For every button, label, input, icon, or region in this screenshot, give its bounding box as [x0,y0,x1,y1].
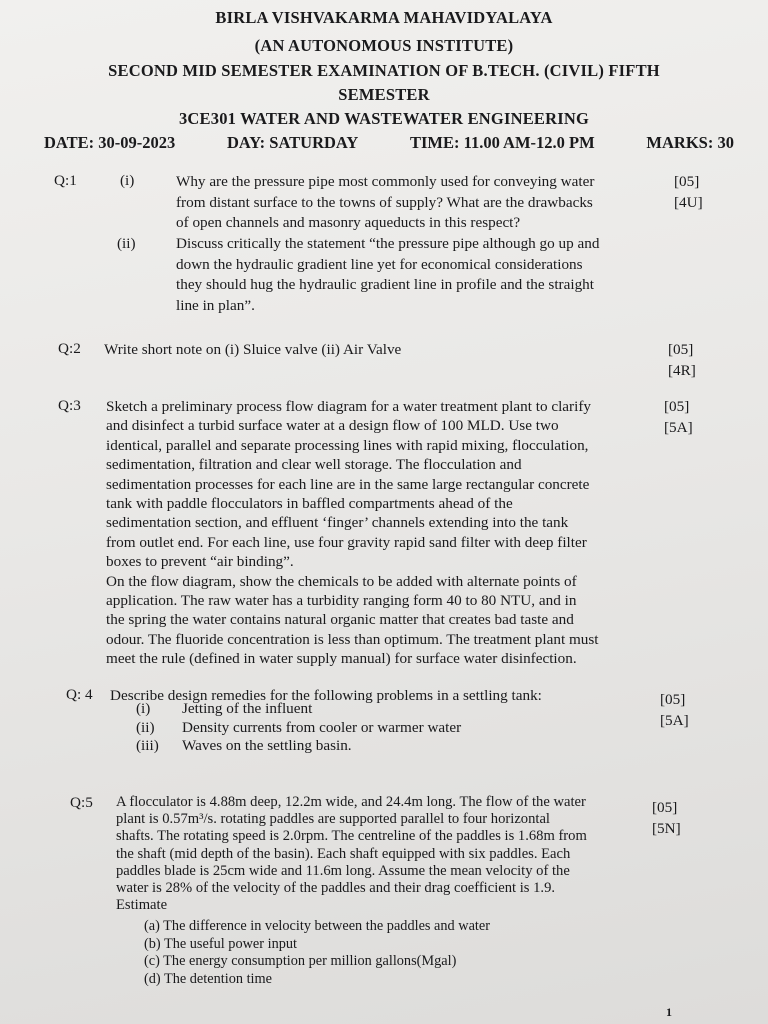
q1-ii-line: Discuss critically the statement “the pressure pipe although go up and [176,235,600,252]
q3-line: from outlet end. For each line, use four gravity rapid sand filter with deep filter [106,533,587,551]
q4-number: Q: 4 [66,686,93,703]
q4-marks-value: [05] [660,691,686,708]
q3-line: and disinfect a turbid surface water at a design flow of 100 MLD. Use two [106,417,559,435]
page-number: 1 [666,1005,672,1019]
q3-marks-value: [05] [664,398,690,415]
exam-time: TIME: 11.00 AM-12.0 PM [409,133,595,152]
q5-text [116,794,644,914]
q5-item: (d) The detention time [144,970,272,987]
q1-i-line: of open channels and masonry aqueducts in this respect? [176,214,521,231]
q3-line: the spring the water contains natural organic matter that creates bad taste and [106,611,574,629]
q3-line: meet the rule (defined in water supply manual) for surface water disinfection. [106,650,577,668]
q1-number: Q:1 [54,172,77,189]
q5-marks-value: [05] [652,799,678,816]
exam-date: DATE: 30-09-2023 [44,133,176,152]
q1-ii-line: they should hug the hydraulic gradient line in profile and the straight [176,276,594,293]
q3-number: Q:3 [58,397,81,414]
exam-title: SECOND MID SEMESTER EXAMINATION OF B.TECH. (CIVIL) FIFTH [108,61,660,80]
q5-outcome-code: [5N] [652,819,681,837]
q3-marks [664,397,693,438]
exam-title-cont: SEMESTER [338,85,430,104]
q4-outcome-code: [5A] [660,711,689,729]
institute-subtitle: (AN AUTONOMOUS INSTITUTE) [254,36,514,55]
q4-text: Describe design remedies for the following problems in a settling tank: [110,687,542,704]
q5-line: shafts. The rotating speed is 2.0rpm. The centreline of the paddles is 1.68m from [116,828,587,845]
q3-outcome-code: [5A] [664,418,693,436]
q5-item: (b) The useful power input [144,935,297,952]
q4-marks [660,690,689,731]
q5-item: (c) The energy consumption per million gallons(Mgal) [144,953,457,969]
q2-number: Q:2 [58,340,81,357]
q4-item: (iii) Waves on the settling basin. [136,737,352,754]
q1-ii-label: (ii) [117,235,136,252]
q2-marks [668,340,696,381]
q5-number: Q:5 [70,794,93,811]
institute-name: BIRLA VISHVAKARMA MAHAVIDYALAYA [215,8,553,27]
q1-i-line: from distant surface to the towns of supply? What are the drawbacks [176,193,593,211]
q5-line: plant is 0.57m³/s. rotating paddles are supported parallel to four horizontal [116,811,550,828]
q1-i-text [176,172,664,234]
q1-marks [674,172,703,213]
q5-line: water is 28% of the velocity of the paddles and their drag coefficient is 1.9. [116,880,556,897]
q5-marks [652,798,681,839]
q3-line: application. The raw water has a turbidity ranging form 40 to 80 NTU, and in [106,592,577,610]
q3-line: identical, parallel and separate processing lines with rapid mixing, flocculation, [106,436,589,454]
q5-line: paddles blade is 25cm wide and 11.6m long. Assume the mean velocity of the [116,862,570,879]
q3-line: sedimentation section, and effluent ‘finger’ channels extending into the tank [106,514,569,532]
q3-line: odour. The fluoride concentration is less than optimum. The treatment plant must [106,630,599,648]
q5-line: the shaft (mid depth of the basin). Each shaft equipped with six paddles. Each [116,845,571,862]
q1-marks-value: [05] [674,173,700,190]
q5-line: Estimate [116,897,168,914]
q1-i-label: (i) [120,172,135,189]
q3-line: sedimentation, filtration and clear well storage. The flocculation and [106,456,522,474]
q4-item: (i) Jetting of the influent [136,700,313,717]
q5-line: A flocculator is 4.88m deep, 12.2m wide, and 24.4m long. The flow of the water [116,794,586,810]
q5-list [144,918,604,988]
q3-line: sedimentation processes for each line are in the same large rectangular concrete [106,475,590,493]
q1-outcome-code: [4U] [674,193,703,211]
q1-i-line: Why are the pressure pipe most commonly used for conveying water [176,173,595,190]
q3-text [106,397,654,669]
q1-ii-line: down the hydraulic gradient line yet for economical considerations [176,255,583,273]
exam-meta [44,133,734,153]
q1-ii-text [176,234,664,316]
q2-text: Write short note on (i) Sluice valve (ii) Air Valve [104,341,402,358]
q3-line: tank with paddle flocculators in baffled compartments ahead of the [106,495,513,513]
course-title: 3CE301 WATER AND WASTEWATER ENGINEERING [178,109,589,128]
q1-ii-line: line in plan”. [176,296,255,314]
exam-day: DAY: SATURDAY [226,133,359,152]
q4-list [136,700,556,756]
q2-outcome-code: [4R] [668,361,696,379]
q2-marks-value: [05] [668,341,694,358]
q3-line: Sketch a preliminary process flow diagram for a water treatment plant to clarify [106,398,591,415]
q5-item: (a) The difference in velocity between the paddles and water [144,918,491,934]
q4-item: (ii) Density currents from cooler or warmer water [136,718,462,736]
q3-line: On the flow diagram, show the chemicals to be added with alternate points of [106,572,577,590]
exam-marks: MARKS: 30 [646,133,734,152]
q3-line: boxes to prevent “air binding”. [106,553,294,571]
